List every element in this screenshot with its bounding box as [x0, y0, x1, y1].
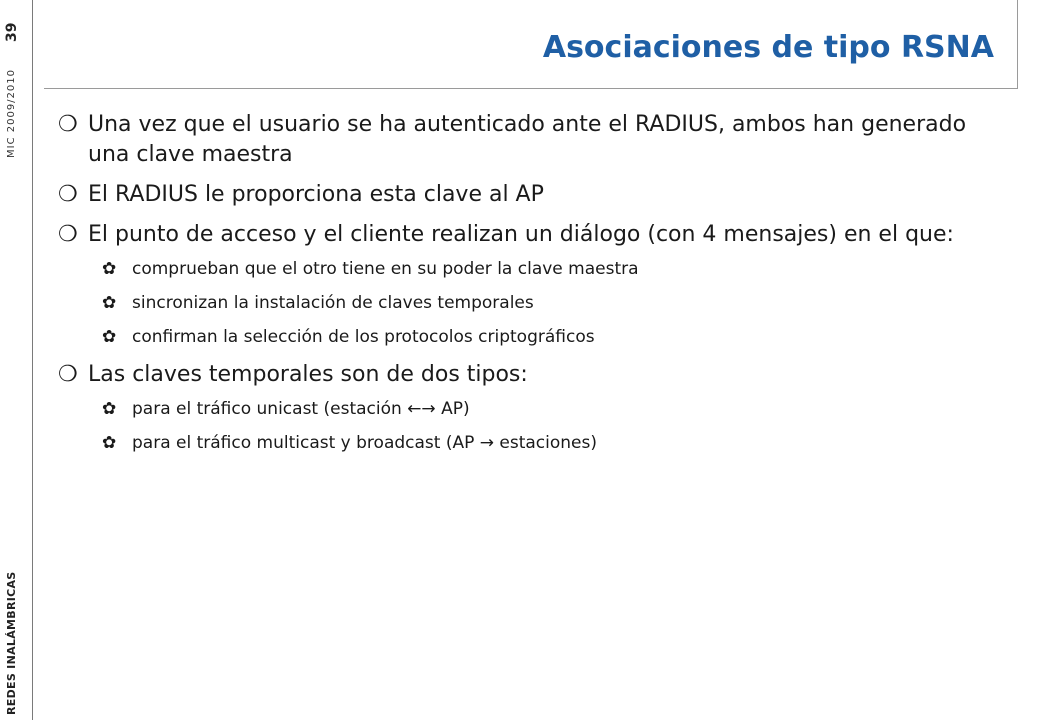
- bullet-item: [58, 360, 1008, 390]
- flower-bullet-icon: ✿: [102, 327, 117, 347]
- bullet-icon: ❍: [58, 362, 78, 387]
- sub-bullet-item: [102, 326, 1008, 348]
- bullet-text: El RADIUS le proporciona esta clave al AP: [88, 182, 544, 207]
- sidebar-divider: [32, 0, 33, 720]
- bullet-item: [58, 180, 1008, 210]
- slide-body: [58, 110, 1008, 466]
- flower-bullet-icon: ✿: [102, 399, 117, 419]
- sub-bullet-text: para el tráfico unicast (estación ←→ AP): [132, 399, 470, 419]
- bullet-item: [58, 110, 1008, 170]
- bullet-icon: ❍: [58, 182, 78, 207]
- bullet-icon: ❍: [58, 112, 78, 137]
- sub-bullet-text: para el tráfico multicast y broadcast (AP → estaciones): [132, 433, 598, 453]
- bullet-icon: ❍: [58, 222, 78, 247]
- sub-bullet-item: [102, 432, 1008, 454]
- bullet-text: El punto de acceso y el cliente realizan un diálogo (con 4 mensajes) en el que:: [88, 222, 954, 247]
- sub-bullet-list: [58, 398, 1008, 454]
- title-frame-edge: [1017, 0, 1018, 89]
- flower-bullet-icon: ✿: [102, 433, 117, 453]
- flower-bullet-icon: ✿: [102, 259, 117, 279]
- sub-bullet-text: sincronizan la instalación de claves temporales: [132, 293, 534, 313]
- title-underline: [44, 88, 1018, 89]
- bullet-text: Las claves temporales son de dos tipos:: [88, 362, 528, 387]
- sub-bullet-item: [102, 398, 1008, 420]
- sub-bullet-text: confirman la selección de los protocolos criptográficos: [132, 327, 595, 347]
- slide-title: Asociaciones de tipo RSNA: [542, 30, 994, 65]
- sub-bullet-list: [58, 258, 1008, 348]
- sub-bullet-text: comprueban que el otro tiene en su poder la clave maestra: [132, 259, 639, 279]
- course-label: MIC 2009/2010: [6, 68, 17, 158]
- bullet-item: [58, 220, 1008, 250]
- sub-bullet-item: [102, 258, 1008, 280]
- sub-bullet-item: [102, 292, 1008, 314]
- subject-label: REDES INALÁMBRICAS: [5, 571, 18, 715]
- flower-bullet-icon: ✿: [102, 293, 117, 313]
- bullet-text: Una vez que el usuario se ha autenticado ante el RADIUS, ambos han generado una clave maestra: [88, 112, 967, 167]
- page-number: 39: [4, 22, 20, 42]
